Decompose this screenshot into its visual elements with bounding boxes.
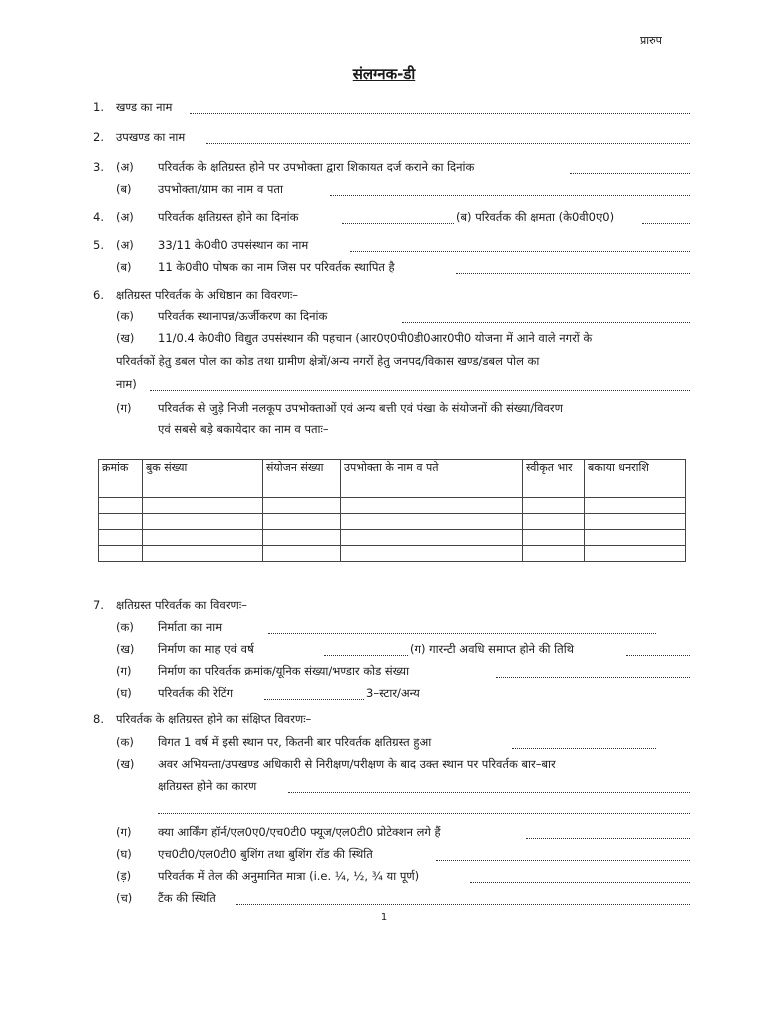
item-number: 8. bbox=[93, 712, 104, 726]
rating-label: परिवर्तक की रेटिंग bbox=[158, 686, 234, 700]
table-cell[interactable] bbox=[143, 546, 263, 562]
substation-id-line: नाम) bbox=[116, 377, 137, 391]
damage-reason-line: क्षतिग्रस्त होने का कारण bbox=[158, 779, 257, 793]
substation-id-line: परिवर्तकों हेतु डबल पोल का कोड तथा ग्रामीण क्षेत्रों/अन्य नगरों हेतु जनपद/विकास खण्ड/डबल पोल का bbox=[116, 354, 540, 368]
bushing-field[interactable] bbox=[436, 850, 690, 861]
section-heading: क्षतिग्रस्त परिवर्तक का विवरणः– bbox=[116, 598, 247, 612]
item-number: 1. bbox=[93, 100, 104, 114]
oil-level-field[interactable] bbox=[470, 872, 690, 883]
table-cell[interactable] bbox=[585, 530, 686, 546]
table-header-row bbox=[99, 460, 686, 498]
sub-mark: (ख) bbox=[116, 642, 135, 656]
tank-condition-field[interactable] bbox=[236, 894, 690, 905]
item-number: 6. bbox=[93, 288, 104, 302]
table-row bbox=[99, 498, 686, 514]
subblock-name-field[interactable] bbox=[206, 133, 690, 144]
substation-id-line: 11/0.4 के0वी0 विद्युत उपसंस्थान की पहचान (आर0ए0पी0डी0आर0पी0 योजना में आने वाले नगरों के bbox=[158, 331, 593, 345]
column-header: क्रमांक bbox=[99, 460, 143, 498]
column-header: संयोजन संख्या bbox=[263, 460, 341, 498]
damage-date-label: परिवर्तक क्षतिग्रस्त होने का दिनांक bbox=[158, 210, 299, 224]
tank-condition-label: टैंक की स्थिति bbox=[158, 891, 216, 905]
guarantee-expiry-field[interactable] bbox=[626, 645, 690, 656]
sub-mark: (ख) bbox=[116, 757, 135, 771]
bushing-label: एच0टी0/एल0टी0 बुशिंग तथा बुशिंग रॉड की स्थिति bbox=[158, 847, 373, 861]
subblock-name-label: उपखण्ड का नाम bbox=[116, 130, 186, 144]
column-header: बुक संख्या bbox=[143, 460, 263, 498]
consumer-address-field[interactable] bbox=[330, 185, 690, 196]
table-cell[interactable] bbox=[99, 514, 143, 530]
sub-mark: (ग) bbox=[116, 825, 132, 839]
energization-date-label: परिवर्तक स्थानापन्न/ऊर्जीकरण का दिनांक bbox=[158, 309, 328, 323]
table-cell[interactable] bbox=[263, 498, 341, 514]
rating-field[interactable] bbox=[264, 689, 364, 700]
table-row bbox=[99, 514, 686, 530]
table-cell[interactable] bbox=[263, 530, 341, 546]
table-row bbox=[99, 546, 686, 562]
table-cell[interactable] bbox=[585, 498, 686, 514]
connections-line: परिवर्तक से जुड़े निजी नलकूप उपभोक्ताओं एवं अन्य बत्ती एवं पंखा के संयोजनों की संख्या/विवरण bbox=[158, 401, 563, 415]
connections-table bbox=[98, 459, 686, 562]
damage-count-field[interactable] bbox=[512, 738, 656, 749]
table-cell[interactable] bbox=[143, 530, 263, 546]
guarantee-expiry-label: (ग) गारन्टी अवधि समाप्त होने की तिथि bbox=[410, 642, 575, 656]
capacity-label: (ब) परिवर्तक की क्षमता (के0वी0ए0) bbox=[456, 210, 615, 224]
item-number: 7. bbox=[93, 598, 104, 612]
column-header: उपभोक्ता के नाम व पते bbox=[341, 460, 523, 498]
table-cell[interactable] bbox=[585, 546, 686, 562]
damage-reason-field[interactable] bbox=[288, 782, 690, 793]
substation-name-label: 33/11 के0वी0 उपसंस्थान का नाम bbox=[158, 238, 309, 252]
table-cell[interactable] bbox=[143, 498, 263, 514]
manufacturer-label: निर्माता का नाम bbox=[158, 620, 223, 634]
substation-id-field[interactable] bbox=[150, 380, 690, 391]
table-cell[interactable] bbox=[585, 514, 686, 530]
sub-mark: (ख) bbox=[116, 331, 135, 345]
sub-mark: (ग) bbox=[116, 664, 132, 678]
table-cell[interactable] bbox=[341, 498, 523, 514]
sub-mark: (ब) bbox=[116, 182, 132, 196]
sub-mark: (अ) bbox=[116, 210, 134, 224]
item-number: 5. bbox=[93, 238, 104, 252]
sub-mark: (अ) bbox=[116, 160, 134, 174]
block-name-field[interactable] bbox=[190, 103, 690, 114]
table-cell[interactable] bbox=[341, 530, 523, 546]
feeder-name-field[interactable] bbox=[456, 263, 690, 274]
sub-mark: (ब) bbox=[116, 260, 132, 274]
table-cell[interactable] bbox=[143, 514, 263, 530]
sub-mark: (क) bbox=[116, 309, 134, 323]
page-number: 1 bbox=[380, 912, 388, 923]
sub-mark: (ग) bbox=[116, 401, 132, 415]
item-number: 2. bbox=[93, 130, 104, 144]
sub-mark: (क) bbox=[116, 620, 134, 634]
section-heading: क्षतिग्रस्त परिवर्तक के अधिष्ठान का विवरणः– bbox=[116, 288, 299, 302]
table-row bbox=[99, 530, 686, 546]
draft-label: प्रारुप bbox=[640, 34, 662, 47]
damage-date-field[interactable] bbox=[342, 213, 454, 224]
column-header: बकाया धनराशि bbox=[585, 460, 686, 498]
table-cell[interactable] bbox=[523, 530, 585, 546]
sub-mark: (ड़) bbox=[116, 869, 132, 883]
sub-mark: (च) bbox=[116, 891, 133, 905]
feeder-name-label: 11 के0वी0 पोषक का नाम जिस पर परिवर्तक स्थापित है bbox=[158, 260, 395, 274]
item-number: 3. bbox=[93, 160, 104, 174]
damage-count-label: विगत 1 वर्ष में इसी स्थान पर, कितनी बार परिवर्तक क्षतिग्रस्त हुआ bbox=[158, 735, 432, 749]
manufacture-date-label: निर्माण का माह एवं वर्ष bbox=[158, 642, 254, 656]
item-number: 4. bbox=[93, 210, 104, 224]
block-name-label: खण्ड का नाम bbox=[116, 100, 173, 114]
table-cell[interactable] bbox=[341, 546, 523, 562]
sub-mark: (अ) bbox=[116, 238, 134, 252]
damage-reason-line: अवर अभियन्ता/उपखण्ड अधिकारी से निरीक्षण/परीक्षण के बाद उक्त स्थान पर परिवर्तक बार–बार bbox=[158, 757, 556, 771]
column-header: स्वीकृत भार bbox=[523, 460, 585, 498]
table-cell[interactable] bbox=[523, 514, 585, 530]
table-cell[interactable] bbox=[341, 514, 523, 530]
protection-field[interactable] bbox=[526, 828, 690, 839]
complaint-date-label: परिवर्तक के क्षतिग्रस्त होने पर उपभोक्ता द्वारा शिकायत दर्ज कराने का दिनांक bbox=[158, 160, 475, 174]
complaint-date-field[interactable] bbox=[570, 163, 690, 174]
energization-date-field[interactable] bbox=[402, 312, 690, 323]
page-title: संलग्नक-डी bbox=[352, 65, 416, 83]
damage-reason-field-continued[interactable] bbox=[158, 803, 690, 814]
table-cell[interactable] bbox=[263, 514, 341, 530]
serial-number-field[interactable] bbox=[496, 667, 690, 678]
consumer-address-label: उपभोक्ता/ग्राम का नाम व पता bbox=[158, 182, 283, 196]
rating-options: 3–स्टार/अन्य bbox=[366, 686, 420, 700]
manufacture-date-field[interactable] bbox=[324, 645, 408, 656]
table-cell[interactable] bbox=[99, 546, 143, 562]
sub-mark: (घ) bbox=[116, 686, 132, 700]
manufacturer-field[interactable] bbox=[268, 623, 656, 634]
sub-mark: (घ) bbox=[116, 847, 132, 861]
table-cell[interactable] bbox=[523, 498, 585, 514]
substation-name-field[interactable] bbox=[350, 241, 690, 252]
section-heading: परिवर्तक के क्षतिग्रस्त होने का संक्षिप्त विवरणः– bbox=[116, 712, 312, 726]
table-cell[interactable] bbox=[99, 530, 143, 546]
protection-label: क्या आर्किंग हॉर्न/एल0ए0/एच0टी0 फ्यूज/एल0टी0 प्रोटेक्शन लगे हैं bbox=[158, 825, 441, 839]
oil-level-label: परिवर्तक में तेल की अनुमानित मात्रा (i.e. ¼, ½, ¾ या पूर्ण) bbox=[158, 869, 420, 883]
connections-line: एवं सबसे बड़े बकायेदार का नाम व पताः– bbox=[158, 422, 329, 436]
sub-mark: (क) bbox=[116, 735, 134, 749]
table-cell[interactable] bbox=[263, 546, 341, 562]
table-cell[interactable] bbox=[99, 498, 143, 514]
capacity-field[interactable] bbox=[642, 213, 690, 224]
serial-number-label: निर्माण का परिवर्तक क्रमांक/यूनिक संख्या/भण्डार कोड संख्या bbox=[158, 664, 410, 678]
table-cell[interactable] bbox=[523, 546, 585, 562]
